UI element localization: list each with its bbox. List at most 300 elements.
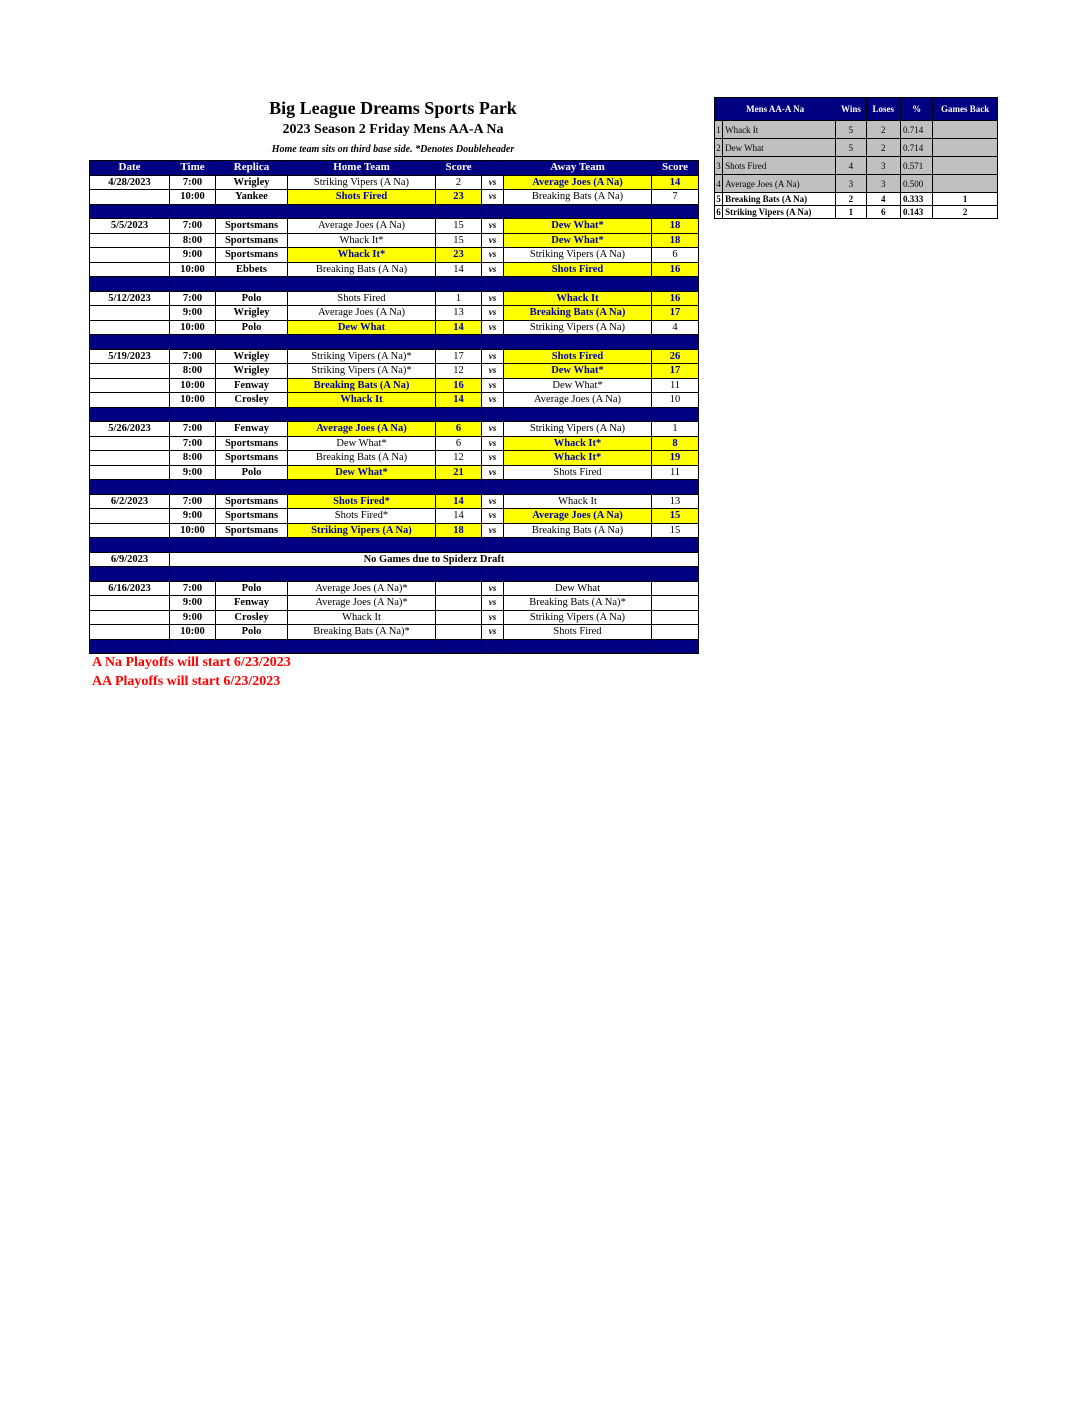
separator-cell [652,335,699,350]
away-team: Whack It [504,494,652,509]
separator-cell [436,335,482,350]
week-separator [90,277,699,292]
away-team: Shots Fired [504,349,652,364]
vs-label: vs [482,233,504,248]
home-team: Breaking Bats (A Na) [288,262,436,277]
separator-cell [288,538,436,553]
game-date [90,306,170,321]
week-separator [90,567,699,582]
standings-header-row [715,98,998,121]
playoff-notice-aa: AA Playoffs will start 6/23/2023 [92,674,281,689]
game-time: 7:00 [170,581,216,596]
home-team: Average Joes (A Na) [288,219,436,234]
game-date [90,523,170,538]
separator-cell [288,480,436,495]
standings-games-back: 2 [933,206,998,219]
home-score: 14 [436,494,482,509]
game-date: 5/19/2023 [90,349,170,364]
game-time: 10:00 [170,378,216,393]
home-team: Dew What* [288,436,436,451]
away-team: Shots Fired [504,465,652,480]
home-team: Whack It [288,610,436,625]
away-team: Dew What* [504,233,652,248]
schedule-table [89,160,699,654]
standings-row [715,139,998,157]
standings-table [714,97,998,219]
separator-cell [652,204,699,219]
vs-label: vs [482,248,504,263]
standings-col-games-back: Games Back [933,98,998,121]
separator-cell [90,277,170,292]
schedule-header-row [90,161,699,176]
standings-loses: 4 [866,193,900,206]
separator-cell [504,639,652,654]
game-replica: Sportsmans [216,523,288,538]
away-team: Average Joes (A Na) [504,509,652,524]
away-team: Striking Vipers (A Na) [504,248,652,263]
home-team: Breaking Bats (A Na) [288,451,436,466]
standings-rank: 1 [715,121,723,139]
game-row [90,610,699,625]
vs-label: vs [482,596,504,611]
schedule-note: Home team sits on third base side. *Denotes Doubleheader [271,144,515,155]
game-row [90,451,699,466]
away-score: 18 [652,233,699,248]
home-score [436,581,482,596]
standings-rank: 4 [715,175,723,193]
game-replica: Fenway [216,596,288,611]
home-team: Whack It* [288,248,436,263]
away-team: Dew What* [504,378,652,393]
standings-games-back [933,121,998,139]
separator-cell [216,480,288,495]
game-time: 10:00 [170,393,216,408]
standings-games-back [933,175,998,193]
home-team: Dew What [288,320,436,335]
away-team: Striking Vipers (A Na) [504,422,652,437]
home-score: 15 [436,233,482,248]
game-replica: Sportsmans [216,436,288,451]
away-team: Shots Fired [504,262,652,277]
separator-cell [504,407,652,422]
away-score: 17 [652,364,699,379]
game-replica: Wrigley [216,175,288,190]
separator-cell [482,335,504,350]
vs-label: vs [482,378,504,393]
game-date [90,248,170,263]
separator-cell [216,538,288,553]
separator-cell [482,538,504,553]
home-score: 14 [436,393,482,408]
standings-row [715,193,998,206]
game-replica: Fenway [216,378,288,393]
separator-cell [482,480,504,495]
week-separator [90,204,699,219]
separator-cell [170,567,216,582]
col-time: Time [170,161,216,176]
vs-label: vs [482,393,504,408]
away-team: Whack It [504,291,652,306]
col-away-team: Away Team [504,161,652,176]
home-score: 18 [436,523,482,538]
home-team: Whack It [288,393,436,408]
home-score [436,625,482,640]
game-time: 10:00 [170,190,216,205]
home-score: 14 [436,262,482,277]
standings-loses: 3 [866,175,900,193]
home-score: 16 [436,378,482,393]
separator-cell [216,335,288,350]
away-score: 6 [652,248,699,263]
vs-label: vs [482,175,504,190]
no-games-note: No Games due to Spiderz Draft [170,552,699,567]
separator-cell [482,407,504,422]
away-score: 13 [652,494,699,509]
game-replica: Polo [216,291,288,306]
separator-cell [652,567,699,582]
game-replica: Yankee [216,190,288,205]
separator-cell [170,335,216,350]
separator-cell [288,407,436,422]
separator-cell [288,639,436,654]
separator-cell [90,204,170,219]
week-separator [90,639,699,654]
separator-cell [436,639,482,654]
game-row [90,190,699,205]
game-row [90,465,699,480]
separator-cell [652,480,699,495]
game-date [90,436,170,451]
game-time: 9:00 [170,509,216,524]
game-date: 6/9/2023 [90,552,170,567]
home-team: Dew What* [288,465,436,480]
game-date [90,509,170,524]
game-row [90,320,699,335]
home-score: 6 [436,436,482,451]
separator-cell [216,567,288,582]
standings-team: Whack It [723,121,836,139]
vs-label: vs [482,451,504,466]
game-row [90,262,699,277]
col-replica: Replica [216,161,288,176]
away-team: Average Joes (A Na) [504,175,652,190]
home-score: 15 [436,219,482,234]
game-replica: Sportsmans [216,451,288,466]
game-replica: Polo [216,625,288,640]
away-team: Average Joes (A Na) [504,393,652,408]
away-score: 14 [652,175,699,190]
separator-cell [170,639,216,654]
game-time: 7:00 [170,494,216,509]
standings-pct: 0.714 [900,139,932,157]
home-team: Average Joes (A Na) [288,422,436,437]
standings-pct: 0.143 [900,206,932,219]
week-separator [90,538,699,553]
col-home-team: Home Team [288,161,436,176]
standings-pct: 0.571 [900,157,932,175]
col-date: Date [90,161,170,176]
game-date: 6/16/2023 [90,581,170,596]
game-time: 8:00 [170,233,216,248]
standings-rank: 6 [716,207,721,217]
away-team: Dew What* [504,364,652,379]
vs-label: vs [482,190,504,205]
standings-games-back [933,157,998,175]
away-score: 10 [652,393,699,408]
away-score: 11 [652,378,699,393]
away-team: Shots Fired [504,625,652,640]
separator-cell [504,204,652,219]
vs-label: vs [482,436,504,451]
game-row [90,422,699,437]
separator-cell [482,204,504,219]
game-time: 7:00 [170,175,216,190]
game-time: 10:00 [170,625,216,640]
away-team: Breaking Bats (A Na) [504,190,652,205]
game-row [90,581,699,596]
game-row [90,349,699,364]
standings-row [715,206,998,219]
home-score: 12 [436,364,482,379]
game-replica: Fenway [216,422,288,437]
game-date [90,451,170,466]
game-date: 6/2/2023 [90,494,170,509]
playoff-notice-a-na: A Na Playoffs will start 6/23/2023 [92,655,291,670]
standings-row [715,175,998,193]
home-team: Breaking Bats (A Na)* [288,625,436,640]
separator-cell [504,480,652,495]
home-score: 17 [436,349,482,364]
separator-cell [652,538,699,553]
separator-cell [482,639,504,654]
standings-team: Dew What [723,139,836,157]
game-date [90,190,170,205]
home-team: Striking Vipers (A Na) [288,175,436,190]
game-row [90,291,699,306]
standings-pct: 0.333 [900,193,932,206]
home-team: Shots Fired [288,190,436,205]
separator-cell [90,480,170,495]
separator-cell [170,204,216,219]
home-score: 2 [436,175,482,190]
standings-wins: 4 [836,157,866,175]
standings-rank: 3 [715,157,723,175]
separator-cell [170,480,216,495]
separator-cell [288,204,436,219]
standings-col-pct: % [900,98,932,121]
separator-cell [504,277,652,292]
game-time: 7:00 [170,436,216,451]
col-home-score: Score [436,161,482,176]
game-replica: Polo [216,581,288,596]
game-time: 7:00 [170,291,216,306]
game-date [90,378,170,393]
away-team: Dew What* [504,219,652,234]
game-replica: Sportsmans [216,233,288,248]
separator-cell [652,639,699,654]
game-time: 9:00 [170,610,216,625]
vs-label: vs [482,494,504,509]
vs-label: vs [482,262,504,277]
game-time: 9:00 [170,596,216,611]
separator-cell [170,407,216,422]
separator-cell [216,277,288,292]
game-time: 7:00 [170,422,216,437]
col-away-score: Score [652,161,699,176]
away-score [652,610,699,625]
vs-label: vs [482,349,504,364]
vs-label: vs [482,306,504,321]
separator-cell [436,567,482,582]
away-score: 16 [652,291,699,306]
standings-loses: 6 [866,206,900,219]
home-score: 23 [436,248,482,263]
standings-team: Shots Fired [723,157,836,175]
separator-cell [90,538,170,553]
separator-cell [504,538,652,553]
separator-cell [216,407,288,422]
away-team: Whack It* [504,436,652,451]
separator-cell [216,204,288,219]
separator-cell [90,335,170,350]
home-score [436,610,482,625]
away-score [652,581,699,596]
separator-cell [504,567,652,582]
game-date [90,625,170,640]
game-row [90,233,699,248]
separator-cell [90,407,170,422]
away-score [652,596,699,611]
page-title: Big League Dreams Sports Park [269,98,517,118]
standings-row [715,121,998,139]
game-time: 10:00 [170,523,216,538]
vs-label: vs [482,465,504,480]
home-score [436,596,482,611]
game-time: 8:00 [170,451,216,466]
game-date [90,233,170,248]
standings-wins: 5 [836,139,866,157]
away-team: Striking Vipers (A Na) [504,320,652,335]
home-team: Breaking Bats (A Na) [288,378,436,393]
away-score: 11 [652,465,699,480]
vs-label: vs [482,610,504,625]
standings-col-division: Mens AA-A Na [715,98,836,121]
away-score: 17 [652,306,699,321]
week-separator [90,335,699,350]
game-row [90,306,699,321]
game-replica: Polo [216,465,288,480]
away-score: 1 [652,422,699,437]
standings-team: Breaking Bats (A Na) [723,193,836,206]
game-replica: Wrigley [216,364,288,379]
game-date [90,364,170,379]
game-row [90,596,699,611]
standings-wins: 1 [836,206,866,219]
game-row [90,509,699,524]
separator-cell [436,277,482,292]
vs-label: vs [482,509,504,524]
game-replica: Wrigley [216,349,288,364]
game-row [90,364,699,379]
week-separator [90,407,699,422]
home-score: 23 [436,190,482,205]
vs-label: vs [482,523,504,538]
separator-cell [482,567,504,582]
away-score: 26 [652,349,699,364]
game-row [90,523,699,538]
home-score: 1 [436,291,482,306]
game-row [90,219,699,234]
standings-col-wins: Wins [836,98,866,121]
separator-cell [170,538,216,553]
game-row [90,625,699,640]
game-row [90,378,699,393]
game-replica: Sportsmans [216,219,288,234]
separator-cell [288,335,436,350]
game-date [90,465,170,480]
home-score: 13 [436,306,482,321]
away-score: 15 [652,509,699,524]
separator-cell [482,277,504,292]
standings-wins: 3 [836,175,866,193]
game-replica: Sportsmans [216,248,288,263]
away-score: 8 [652,436,699,451]
standings-col-loses: Loses [866,98,900,121]
game-date: 5/26/2023 [90,422,170,437]
game-replica: Ebbets [216,262,288,277]
away-score [652,625,699,640]
separator-cell [652,407,699,422]
separator-cell [90,639,170,654]
game-replica: Crosley [216,610,288,625]
away-team: Breaking Bats (A Na) [504,523,652,538]
home-team: Shots Fired* [288,494,436,509]
standings-wins: 5 [836,121,866,139]
standings-pct: 0.714 [900,121,932,139]
home-score: 21 [436,465,482,480]
game-replica: Sportsmans [216,509,288,524]
game-row [90,175,699,190]
schedule-note-row [90,552,699,567]
game-replica: Wrigley [216,306,288,321]
home-score: 14 [436,509,482,524]
home-score: 6 [436,422,482,437]
home-score: 14 [436,320,482,335]
separator-cell [436,538,482,553]
game-replica: Sportsmans [216,494,288,509]
game-time: 10:00 [170,262,216,277]
game-time: 9:00 [170,248,216,263]
vs-label: vs [482,320,504,335]
home-team: Striking Vipers (A Na)* [288,364,436,379]
separator-cell [504,335,652,350]
col-vs [482,161,504,176]
separator-cell [436,480,482,495]
away-score: 16 [652,262,699,277]
vs-label: vs [482,291,504,306]
vs-label: vs [482,219,504,234]
standings-games-back [933,139,998,157]
away-score: 4 [652,320,699,335]
away-team: Breaking Bats (A Na)* [504,596,652,611]
page-subtitle: 2023 Season 2 Friday Mens AA-A Na [282,122,504,137]
game-date: 4/28/2023 [90,175,170,190]
vs-label: vs [482,364,504,379]
away-team: Dew What [504,581,652,596]
away-team: Whack It* [504,451,652,466]
away-team: Breaking Bats (A Na) [504,306,652,321]
separator-cell [288,567,436,582]
